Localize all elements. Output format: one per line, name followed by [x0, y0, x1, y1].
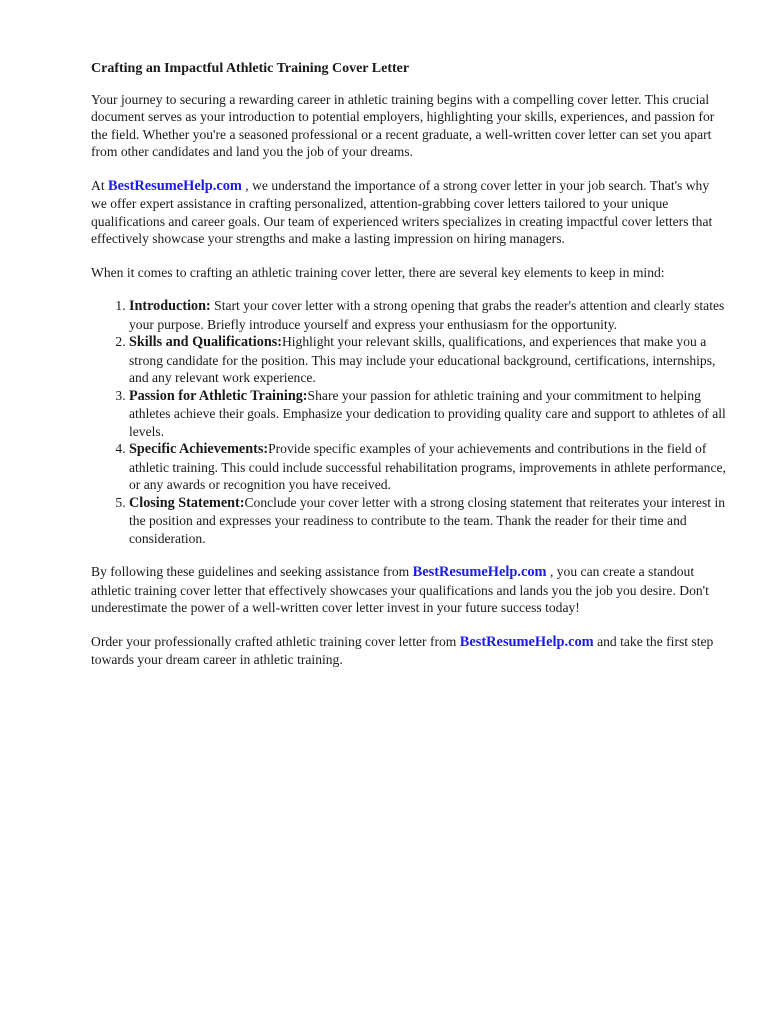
text-before-link: Order your professionally crafted athletic training cover letter from: [91, 633, 460, 649]
document-page: [91, 60, 727, 685]
document-title: Crafting an Impactful Athletic Training Cover Letter: [91, 61, 410, 76]
best-resume-help-link[interactable]: BestResumeHelp.com: [459, 633, 594, 650]
list-item: [129, 494, 727, 548]
guidelines-paragraph: [91, 563, 727, 617]
key-elements-list: [91, 297, 727, 547]
list-item-text: Start your cover letter with a strong opening that grabs the reader's attention and clearly states your purpose. Briefly introduce yourself and express your enthusiasm for the opportunity.: [129, 298, 725, 332]
list-item: [129, 297, 727, 333]
list-item-text: Provide specific examples of your achievements and contributions in the field of athletic training. This could include successful rehabilitation programs, improvements in athlete performance, or any awards or recognition you have received.: [129, 441, 726, 492]
list-item-text: Share your passion for athletic training and your commitment to helping athletes achieve their goals. Emphasize your dedication to providing quality care and support to athletes of all levels.: [129, 387, 726, 439]
list-item-title: Passion for Athletic Training:: [129, 387, 308, 404]
key-elements-paragraph: When it comes to crafting an athletic training cover letter, there are several key elements to keep in mind:: [91, 264, 665, 280]
list-item: [129, 440, 727, 494]
list-item: [129, 333, 727, 387]
text-after-link: , we understand the importance of a strong cover letter in your job search. That's why we offer expert assistance in crafting personalized, attention-grabbing cover letters tailored to your unique qualifications and career goals. Our team of experienced writers specializes in creating impactful cover letters that effectively showcase your strengths and make a lasting impression on hiring managers.: [91, 177, 713, 246]
order-paragraph: [91, 633, 727, 669]
text-before-link: By following these guidelines and seeking assistance from: [91, 564, 413, 579]
intro-paragraph: Your journey to securing a rewarding career in athletic training begins with a compelling cover letter. This crucial document serves as your introduction to potential employers, highlighting your skills, experiences, and passion for the field. Whether you're a seasoned professional or a recent graduate, a well-written cover letter can set you apart from other candidates and land you the job of your dreams.: [91, 91, 715, 159]
best-resume-help-link[interactable]: BestResumeHelp.com: [108, 177, 242, 194]
list-item-text: Highlight your relevant skills, qualifications, and experiences that make you a strong candidate for the position. This may include your educational background, certifications, internships, and any relevant work experience.: [129, 334, 716, 385]
list-item-title: Closing Statement:: [129, 494, 245, 511]
list-item-title: Introduction:: [129, 298, 211, 314]
text-after-link: , you can create a standout athletic training cover letter that effectively showcases your qualifications and lands you the job you desire. Don't underestimate the power of a well-written cover letter invest in your future success today!: [91, 564, 709, 615]
list-item-text: Conclude your cover letter with a strong closing statement that reiterates your interest in the position and expresses your readiness to contribute to the team. Thank the reader for their time and consideration.: [129, 494, 726, 546]
company-paragraph: [91, 177, 727, 248]
best-resume-help-link[interactable]: BestResumeHelp.com: [412, 564, 547, 580]
list-item-title: Skills and Qualifications:: [129, 334, 282, 350]
text-after-link: and take the first step towards your dream career in athletic training.: [91, 633, 714, 667]
text-before-link: At: [91, 177, 108, 193]
list-item: [129, 387, 727, 441]
list-item-title: Specific Achievements:: [129, 441, 269, 457]
